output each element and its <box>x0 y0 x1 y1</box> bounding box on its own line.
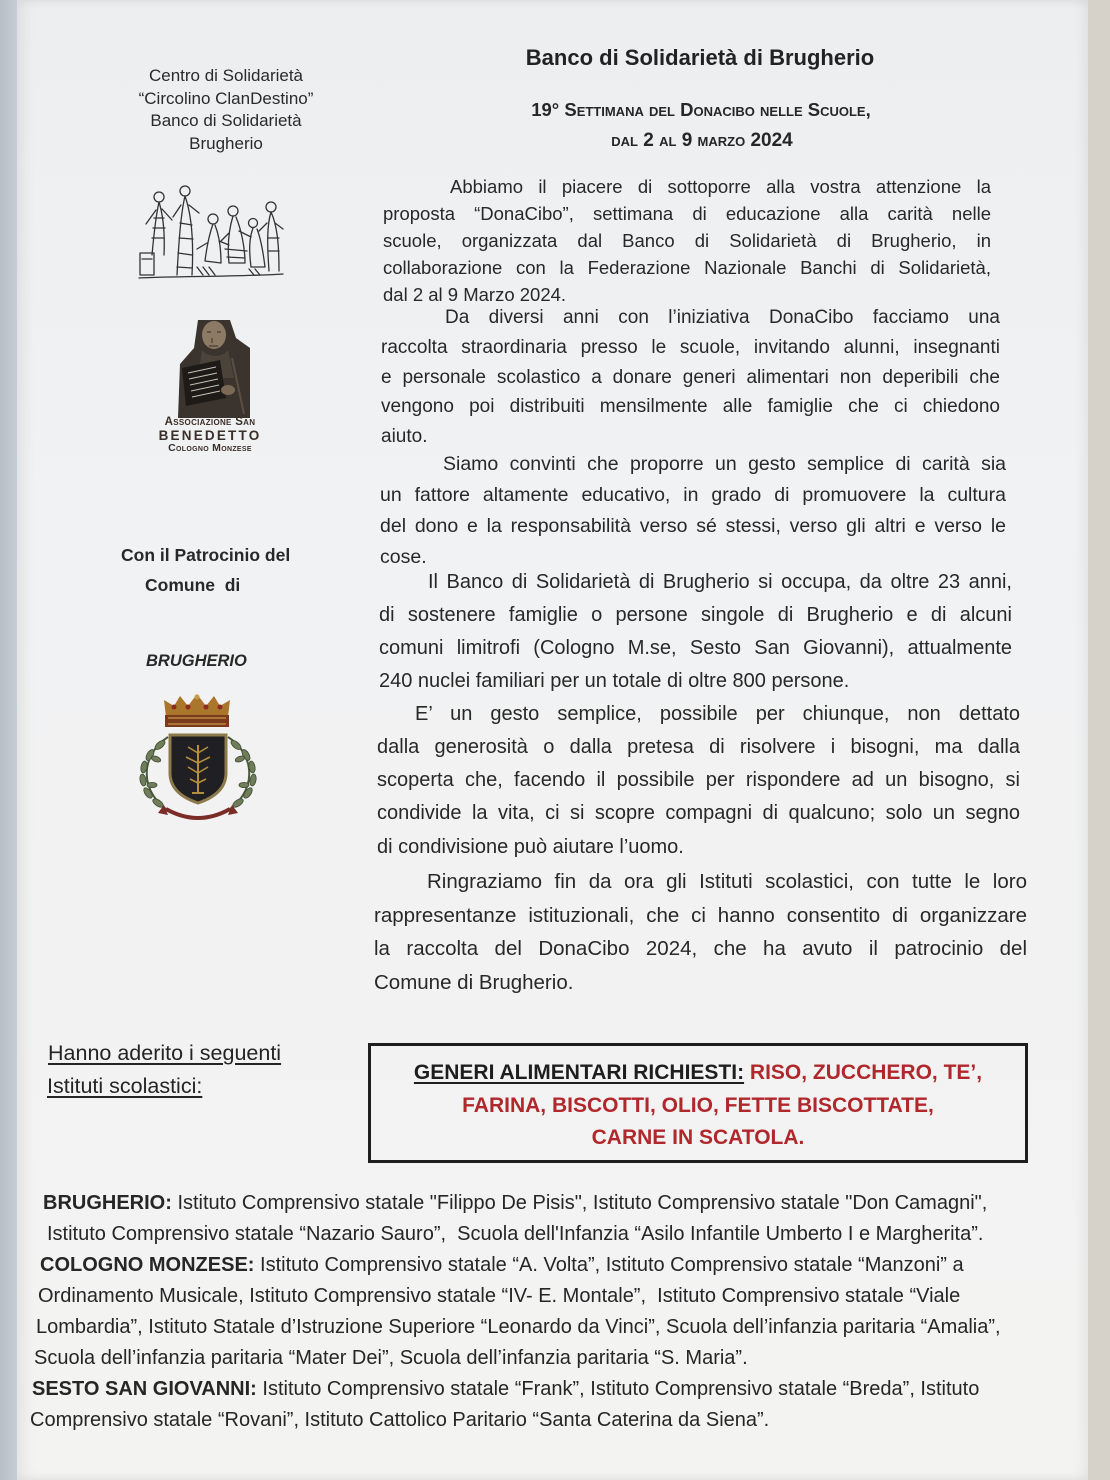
school-names: Istituto Comprensivo statale “A. Volta”, Istituto Comprensivo statale “Manzoni” a <box>254 1253 964 1276</box>
wreath-right <box>224 737 257 813</box>
school-names: Istituto Comprensivo statale “Nazario Sauro”, Scuola dell'Infanzia “Asilo Infantile Umberto I e Margherita”. <box>47 1222 984 1245</box>
school-list-line <box>43 1188 1100 1219</box>
school-city: COLOGNO MONZESE: <box>40 1253 255 1276</box>
paragraph-line: Siamo convinti che proporre un gesto semplice di carità sia <box>443 452 1006 475</box>
association-logo <box>178 318 252 418</box>
body-paragraph <box>379 566 1012 698</box>
food-box-label: GENERI ALIMENTARI RICHIESTI: <box>413 1061 745 1084</box>
school-city: SESTO SAN GIOVANNI: <box>32 1377 257 1400</box>
school-names: Istituto Comprensivo statale “Frank”, Istituto Comprensivo statale “Breda”, Istituto <box>256 1377 980 1400</box>
paragraph-line: vengono poi distribuiti mensilmente alle famiglie che ci chiedono <box>381 396 1000 418</box>
paragraph-line: condivide la vita, ci si scopre compagni di qualcuno; solo un segno <box>377 802 1020 825</box>
food-items: FARINA, BISCOTTI, OLIO, FETTE BISCOTTATE, <box>462 1093 934 1117</box>
body-paragraph <box>381 303 1000 452</box>
crown <box>164 694 230 727</box>
schools-list <box>0 1188 1100 1436</box>
schools-heading-line: Hanno aderito i seguenti <box>48 1041 282 1065</box>
paragraph-line: di condivisione può aiutare l’uomo. <box>377 835 684 858</box>
schools-heading-line: Istituti scolastici: <box>47 1074 203 1098</box>
requested-food-box <box>368 1043 1028 1163</box>
association-logo-text <box>140 416 280 454</box>
school-names: Scuola dell’infanzia paritaria “Mater Dei”, Scuola dell’infanzia paritaria “S. Maria”. <box>34 1346 748 1369</box>
paragraph-line: Ringraziamo fin da ora gli Istituti scolastici, con tutte le loro <box>427 870 1027 893</box>
paragraph-line: di sostenere famiglie o persone singole di Brugherio e di alcuni <box>379 603 1012 626</box>
paragraph-line: la raccolta del DonaCibo 2024, che ha avuto il patrocinio del <box>374 937 1027 961</box>
patronage-line: Con il Patrocinio del <box>121 545 291 565</box>
food-items: RISO, ZUCCHERO, TE’, <box>744 1061 983 1084</box>
org-name-line: “Circolino ClanDestino” <box>138 88 314 108</box>
association-location-line: Cologno Monzese <box>168 442 252 454</box>
paragraph-line: Comune di Brugherio. <box>374 971 574 995</box>
paragraph-line: dalla generosità o dalla pretesa di risolvere i bisogni, ma dalla <box>377 735 1020 758</box>
paragraph-line: rappresentanze istituzionali, che ci hanno consentito di organizzare <box>374 903 1027 927</box>
school-list-line <box>38 1281 1100 1312</box>
school-list-line <box>34 1343 1100 1374</box>
school-list-line <box>36 1312 1100 1343</box>
school-names: Ordinamento Musicale, Istituto Comprensivo statale “IV- E. Montale”, Istituto Comprensivo statale “Viale <box>38 1284 961 1307</box>
event-subtitle: 19° Settimana del Donacibo nelle Scuole, <box>531 99 871 120</box>
document-title: Banco di Solidarietà di Brugherio <box>525 45 875 70</box>
org-name-line: Brugherio <box>189 133 263 153</box>
body-paragraph <box>380 449 1006 573</box>
paragraph-line: cose. <box>380 545 427 568</box>
event-dates: dal 2 al 9 marzo 2024 <box>611 130 793 151</box>
paragraph-line: Abbiamo il piacere di sottoporre alla vostra attenzione la <box>450 175 991 197</box>
wreath-left <box>139 737 172 813</box>
body-paragraph <box>374 865 1027 1000</box>
paragraph-line: dal 2 al 9 Marzo 2024. <box>383 283 567 305</box>
school-list-line <box>40 1250 1100 1281</box>
food-items: CARNE IN SCATOLA. <box>591 1126 805 1149</box>
association-name-line: BENEDETTO <box>158 428 262 443</box>
municipality-name: BRUGHERIO <box>146 652 247 670</box>
paragraph-line: aiuto. <box>381 426 428 448</box>
school-list-line <box>32 1374 1100 1405</box>
paragraph-line: comuni limitrofi (Cologno M.se, Sesto San Giovanni), attualmente <box>379 636 1012 659</box>
school-list-line <box>47 1219 1100 1250</box>
paragraph-line: raccolta straordinaria presso le scuole, invitando alunni, insegnanti <box>381 336 1000 358</box>
paragraph-line: scoperta che, facendo il possibile per rispondere ad un bisogno, si <box>377 769 1020 791</box>
paragraph-line: un fattore altamente educativo, in grado di promuovere la cultura <box>380 483 1006 506</box>
patronage-line: Comune di <box>145 575 241 595</box>
paragraph-line: e personale scolastico a donare generi alimentari non deperibili che <box>381 366 1000 388</box>
school-city: BRUGHERIO: <box>43 1191 172 1214</box>
school-names: Comprensivo statale “Rovani”, Istituto Cattolico Paritario “Santa Caterina da Siena”. <box>30 1408 770 1431</box>
paragraph-line: scuole, organizzata dal Banco di Solidarietà di Brugherio, in <box>383 229 991 251</box>
coat-of-arms <box>128 693 268 828</box>
org-name-line: Centro di Solidarietà <box>148 66 304 85</box>
school-list-line <box>30 1405 1100 1436</box>
ribbon <box>166 809 230 818</box>
shield <box>170 735 226 803</box>
org-name-line: Banco di Solidarietà <box>150 111 302 131</box>
school-names: Istituto Comprensivo statale "Filippo De Pisis", Istituto Comprensivo statale "Don Camagni", <box>171 1191 988 1214</box>
body-paragraph <box>377 698 1020 864</box>
paragraph-line: proposta “DonaCibo”, settimana di educazione alla carità nelle <box>383 202 991 224</box>
paragraph-line: Da diversi anni con l’iniziativa DonaCibo facciamo una <box>445 307 1000 328</box>
solidarity-illustration <box>137 183 285 283</box>
body-paragraph <box>383 173 991 308</box>
paragraph-line: E’ un gesto semplice, possibile per chiunque, non dettato <box>415 702 1020 725</box>
paragraph-line: collaborazione con la Federazione Nazionale Banchi di Solidarietà, <box>383 256 991 278</box>
organization-name <box>116 65 336 155</box>
association-name-line: Associazione San <box>164 416 256 428</box>
paragraph-line: Il Banco di Solidarietà di Brugherio si occupa, da oltre 23 anni, <box>428 570 1012 593</box>
food-box-line <box>371 1057 1025 1090</box>
school-names: Lombardia”, Istituto Statale d’Istruzione Superiore “Leonardo da Vinci”, Scuola dell’infanzia paritaria “Amalia”, <box>36 1315 1001 1338</box>
paragraph-line: 240 nuclei familiari per un totale di oltre 800 persone. <box>379 669 850 692</box>
paragraph-line: del dono e la responsabilità verso sé stessi, verso gli altri e verso le <box>380 514 1006 537</box>
